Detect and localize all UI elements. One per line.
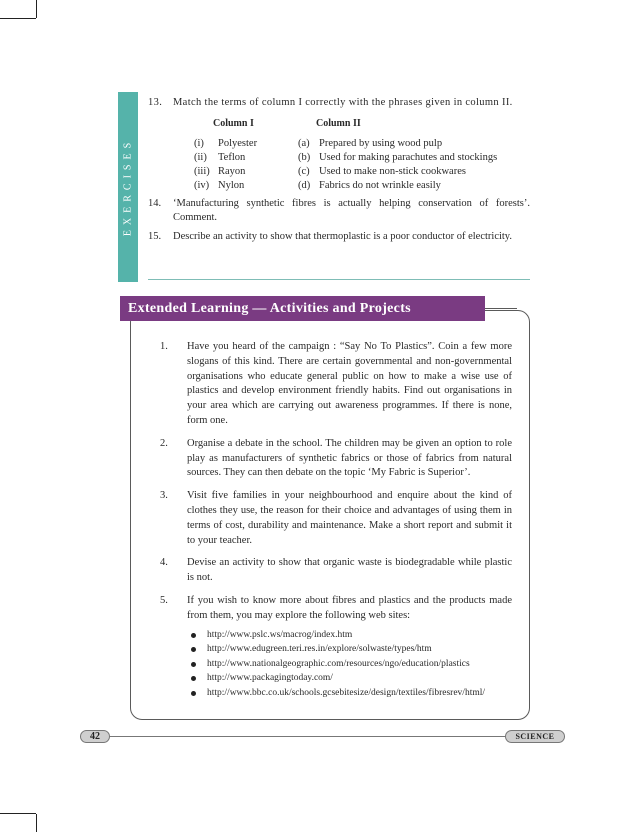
question-number: 14. (148, 197, 162, 209)
exercises-sidebar (118, 92, 138, 282)
web-link[interactable] (187, 671, 512, 686)
phrase: Fabrics do not wrinkle easily (319, 179, 441, 191)
link-text[interactable]: http://www.pslc.ws/macrog/index.htm (207, 629, 353, 640)
match-row (148, 179, 530, 193)
crop-mark (0, 18, 36, 19)
link-text[interactable]: http://www.edugreen.teri.res.in/explore/solwaste/types/htm (207, 644, 432, 655)
bullet-icon (191, 691, 196, 696)
phrase: Used to make non-stick cookwares (319, 165, 466, 177)
activity-item (160, 556, 512, 586)
footer-rule (80, 736, 565, 737)
activity-item (160, 340, 512, 429)
roman-numeral: (iv) (194, 179, 210, 191)
crop-mark (0, 813, 36, 814)
match-table (148, 137, 530, 193)
item-number: 5. (160, 594, 168, 606)
item-text: If you wish to know more about fibres and plastics and the products made from them, you may explore the following web sites: (187, 594, 512, 621)
option-letter: (b) (298, 151, 311, 163)
item-text: Have you heard of the campaign : “Say No To Plastics”. Coin a few more slogans of this kind. There are certain governmental and non-governmental organisations who educate general public on how to make a wise use of plastics and develop environment friendly habits. Find out organisations in your area which are carrying out awareness programmes. If there is none, form one. (187, 341, 512, 426)
term: Nylon (218, 179, 245, 191)
item-text: Devise an activity to show that organic waste is biodegradable while plastic is not. (187, 557, 512, 584)
extended-learning-list (160, 340, 512, 708)
phrase: Used for making parachutes and stockings (319, 151, 498, 163)
activity-item (160, 437, 512, 481)
link-text[interactable]: http://www.packagingtoday.com/ (207, 673, 333, 684)
web-link[interactable] (187, 628, 512, 643)
web-links-list (187, 628, 512, 701)
match-row (148, 137, 530, 151)
subject-badge: SCIENCE (505, 730, 565, 743)
question-text: Match the terms of column I correctly with the phrases given in column II. (173, 97, 513, 108)
item-text: Visit five families in your neighbourhood and enquire about the kind of clothes they use, the reason for their choice and advantages of using them in terms of cost, durability and maintenance. Make a short report and submit it to your teacher. (187, 490, 512, 546)
question-text: ‘Manufacturing synthetic fibres is actually helping conservation of forests’. Comment. (173, 197, 530, 223)
page-number: 42 (80, 730, 110, 743)
term: Teflon (218, 151, 246, 163)
question-14 (148, 197, 530, 226)
web-link[interactable] (187, 642, 512, 657)
link-text[interactable]: http://www.nationalgeographic.com/resources/ngo/education/plastics (207, 658, 470, 669)
exercises-divider (148, 279, 530, 280)
item-number: 4. (160, 557, 168, 569)
item-text: Organise a debate in the school. The children may be given an option to role play as manufacturers of synthetic fabrics or those of fabrics from natural sources. They can then debate on the topic ‘My Fabric is Superior’. (187, 437, 512, 479)
question-number: 15. (148, 230, 162, 242)
term: Polyester (218, 137, 258, 149)
question-text: Describe an activity to show that thermoplastic is a poor conductor of electricity. (173, 230, 513, 242)
question-15 (148, 230, 530, 245)
activity-item (160, 594, 512, 700)
bullet-icon (191, 676, 196, 681)
exercises-section (148, 96, 530, 248)
bullet-icon (191, 633, 196, 638)
item-number: 2. (160, 437, 168, 449)
item-number: 3. (160, 490, 168, 502)
bullet-icon (191, 662, 196, 667)
column-2-header: Column II (316, 117, 361, 129)
crop-mark (36, 814, 37, 832)
item-number: 1. (160, 341, 168, 352)
bullet-icon (191, 647, 196, 652)
link-text[interactable]: http://www.bbc.co.uk/schools.gcsebitesize/design/textiles/fibresrev/html/ (207, 687, 485, 698)
option-letter: (d) (298, 179, 311, 191)
web-link[interactable] (187, 657, 512, 672)
match-row (148, 151, 530, 165)
extended-learning-title: Extended Learning — Activities and Projects (120, 296, 485, 321)
phrase: Prepared by using wood pulp (319, 137, 443, 149)
roman-numeral: (i) (194, 137, 204, 149)
question-number: 13. (148, 97, 163, 108)
roman-numeral: (ii) (194, 151, 207, 163)
activity-item (160, 489, 512, 548)
exercises-label: EXERCISES (122, 137, 134, 237)
option-letter: (c) (298, 165, 310, 177)
question-13 (148, 96, 530, 111)
term: Rayon (218, 165, 246, 177)
match-row (148, 165, 530, 179)
header-connector-line (485, 308, 517, 309)
column-1-header: Column I (213, 117, 254, 129)
match-column-headers (148, 117, 530, 131)
option-letter: (a) (298, 137, 310, 149)
roman-numeral: (iii) (194, 165, 210, 177)
crop-mark (36, 0, 37, 18)
web-link[interactable] (187, 686, 512, 701)
